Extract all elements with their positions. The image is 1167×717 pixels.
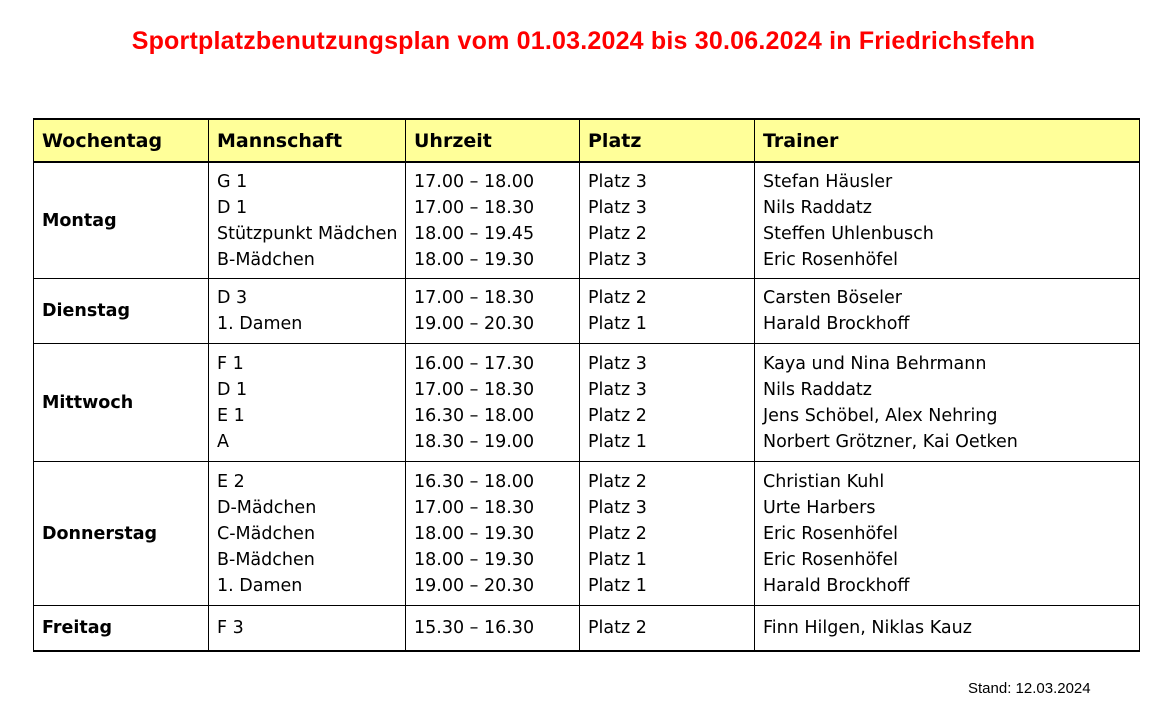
team-name: G 1: [217, 171, 248, 192]
time-slot: 18.00 – 19.30: [414, 523, 535, 544]
field-name: Platz 1: [588, 575, 647, 596]
day-cell: Donnerstag: [34, 462, 209, 606]
field-name: Platz 2: [588, 405, 647, 426]
field-name: Platz 2: [588, 471, 647, 492]
time-slot: 16.00 – 17.30: [414, 353, 535, 374]
header-day: Wochentag: [34, 119, 209, 162]
field-name: Platz 2: [588, 523, 647, 544]
time-cell: [406, 162, 580, 279]
header-team: Mannschaft: [209, 119, 406, 162]
trainer-name: Eric Rosenhöfel: [763, 549, 898, 570]
time-slot: 17.00 – 18.30: [414, 379, 535, 400]
time-cell: [406, 606, 580, 652]
team-name: F 1: [217, 353, 244, 374]
field-name: Platz 2: [588, 288, 647, 308]
trainer-name: Nils Raddatz: [763, 379, 872, 400]
time-slot: 15.30 – 16.30: [414, 618, 535, 638]
trainer-name: Carsten Böseler: [763, 288, 902, 308]
header-trainer: Trainer: [755, 119, 1140, 162]
team-name: F 3: [217, 618, 244, 638]
day-cell: Freitag: [34, 606, 209, 652]
team-name: D 3: [217, 288, 248, 308]
trainer-cell: [755, 344, 1140, 462]
team-name: B-Mädchen: [217, 249, 315, 270]
field-name: Platz 3: [588, 171, 647, 192]
header-field: Platz: [580, 119, 755, 162]
trainer-name: Steffen Uhlenbusch: [763, 223, 934, 244]
field-name: Platz 3: [588, 249, 647, 270]
team-name: Stützpunkt Mädchen: [217, 223, 398, 244]
field-name: Platz 3: [588, 197, 647, 218]
table-row-donnerstag: [34, 462, 1140, 606]
time-slot: 17.00 – 18.30: [414, 197, 535, 218]
time-slot: 17.00 – 18.00: [414, 171, 535, 192]
trainer-cell: [755, 462, 1140, 606]
field-cell: [580, 606, 755, 652]
time-slot: 17.00 – 18.30: [414, 288, 535, 308]
table-row-mittwoch: [34, 344, 1140, 462]
team-name: E 1: [217, 405, 245, 426]
time-slot: 17.00 – 18.30: [414, 497, 535, 518]
field-name: Platz 1: [588, 314, 647, 334]
time-cell: [406, 344, 580, 462]
stand-date: Stand: 12.03.2024: [968, 680, 1091, 697]
trainer-name: Jens Schöbel, Alex Nehring: [763, 405, 998, 426]
field-name: Platz 1: [588, 431, 647, 452]
team-name: 1. Damen: [217, 575, 303, 596]
trainer-cell: [755, 606, 1140, 652]
trainer-name: Norbert Grötzner, Kai Oetken: [763, 431, 1018, 452]
time-cell: [406, 279, 580, 344]
time-slot: 19.00 – 20.30: [414, 575, 535, 596]
team-name: D-Mädchen: [217, 497, 317, 518]
time-slot: 18.30 – 19.00: [414, 431, 535, 452]
time-slot: 18.00 – 19.45: [414, 223, 535, 244]
trainer-name: Harald Brockhoff: [763, 314, 910, 334]
field-cell: [580, 344, 755, 462]
team-name: D 1: [217, 379, 248, 400]
time-slot: 16.30 – 18.00: [414, 405, 535, 426]
table-row-dienstag: [34, 279, 1140, 344]
team-cell: [209, 344, 406, 462]
page-title: Sportplatzbenutzungsplan vom 01.03.2024 bis 30.06.2024 in Friedrichsfehn: [131, 27, 1036, 55]
field-name: Platz 2: [588, 618, 647, 638]
trainer-name: Eric Rosenhöfel: [763, 249, 898, 270]
field-name: Platz 1: [588, 549, 647, 570]
time-slot: 19.00 – 20.30: [414, 314, 535, 334]
trainer-name: Harald Brockhoff: [763, 575, 910, 596]
trainer-name: Stefan Häusler: [763, 171, 893, 192]
day-cell: Mittwoch: [34, 344, 209, 462]
trainer-cell: [755, 279, 1140, 344]
trainer-name: Nils Raddatz: [763, 197, 872, 218]
trainer-cell: [755, 162, 1140, 279]
field-cell: [580, 462, 755, 606]
table-row-montag: [34, 162, 1140, 279]
schedule-table: [33, 118, 1140, 652]
time-slot: 16.30 – 18.00: [414, 471, 535, 492]
time-cell: [406, 462, 580, 606]
field-name: Platz 3: [588, 379, 647, 400]
trainer-name: Eric Rosenhöfel: [763, 523, 898, 544]
day-cell: Dienstag: [34, 279, 209, 344]
field-name: Platz 2: [588, 223, 647, 244]
team-cell: [209, 606, 406, 652]
team-cell: [209, 279, 406, 344]
time-slot: 18.00 – 19.30: [414, 249, 535, 270]
team-name: E 2: [217, 471, 245, 492]
trainer-name: Urte Harbers: [763, 497, 876, 518]
team-cell: [209, 162, 406, 279]
field-cell: [580, 162, 755, 279]
team-name: D 1: [217, 197, 248, 218]
field-cell: [580, 279, 755, 344]
team-name: A: [217, 431, 229, 452]
team-name: 1. Damen: [217, 314, 303, 334]
header-row: [34, 119, 1140, 162]
team-name: B-Mädchen: [217, 549, 315, 570]
trainer-name: Finn Hilgen, Niklas Kauz: [763, 618, 972, 638]
time-slot: 18.00 – 19.30: [414, 549, 535, 570]
field-name: Platz 3: [588, 497, 647, 518]
header-time: Uhrzeit: [406, 119, 580, 162]
table-row-freitag: [34, 606, 1140, 652]
team-cell: [209, 462, 406, 606]
field-name: Platz 3: [588, 353, 647, 374]
trainer-name: Kaya und Nina Behrmann: [763, 353, 987, 374]
day-cell: Montag: [34, 162, 209, 279]
trainer-name: Christian Kuhl: [763, 471, 885, 492]
team-name: C-Mädchen: [217, 523, 316, 544]
